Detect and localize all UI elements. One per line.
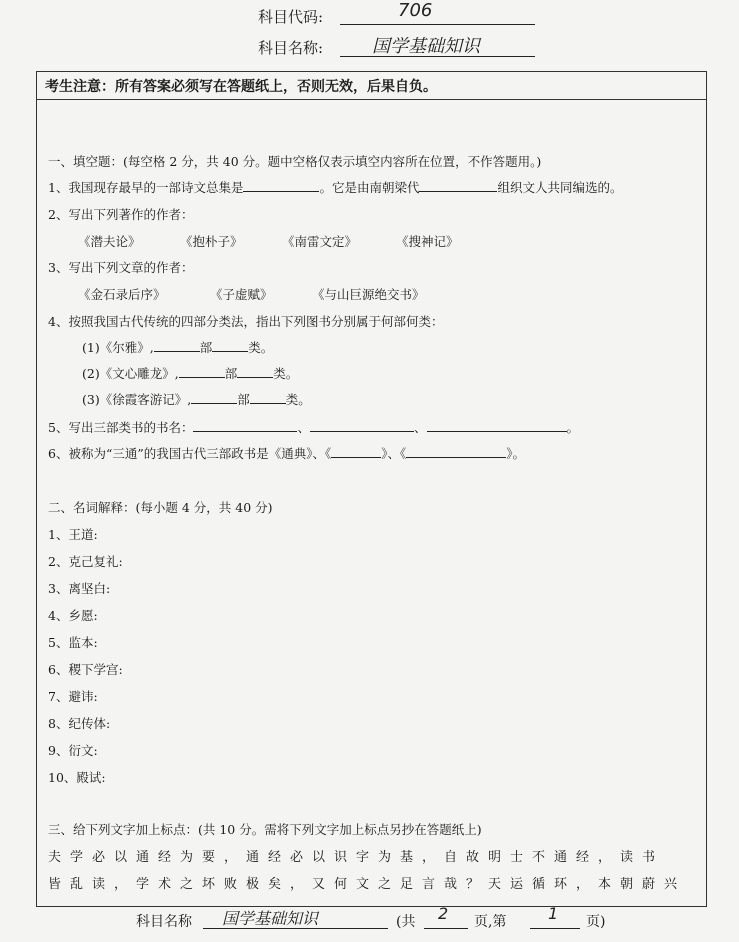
q4-blank: [237, 365, 273, 378]
footer-total-pages: 2: [438, 904, 449, 923]
q2-item: 《抱朴子》: [180, 234, 243, 249]
q4-item-3: (3)《徐霞客游记》, 部 类。: [82, 392, 311, 407]
question-2: 2、写出下列著作的作者：: [48, 207, 194, 222]
term-item: 3、离坚白:: [48, 581, 111, 596]
footer-page-number: 1: [548, 904, 559, 923]
punctuation-line-2: 皆乱读，学术之坏败极矣，又何文之足言哉？天运循环，本朝蔚兴: [48, 877, 687, 892]
section2-title: 二、名词解释：(每小题 4 分，共 40 分): [48, 500, 273, 515]
q5-blank: [193, 419, 297, 432]
q2-item: 《南雷文定》: [282, 234, 358, 249]
term-item: 1、王道:: [48, 527, 98, 542]
q5-blank: [310, 419, 414, 432]
question-6: 6、被称为“三通”的我国古代三部政书是《通典》、《 》、《 》。: [48, 446, 526, 461]
q4-blank: [191, 391, 237, 404]
footer-total-underline: [424, 928, 468, 929]
q4-blank: [250, 391, 286, 404]
question-1: 1、我国现存最早的一部诗文总集是 。它是由南朝梁代 组织文人共同编选的。: [48, 180, 623, 195]
term-item: 5、监本:: [48, 635, 98, 650]
subject-code-label: 科目代码:: [258, 8, 324, 26]
term-item: 4、乡愿:: [48, 608, 98, 623]
exam-frame: [36, 71, 707, 907]
footer-label: 科目名称: [136, 914, 192, 930]
term-item: 8、纪传体:: [48, 716, 111, 731]
subject-name-value: 国学基础知识: [372, 36, 480, 57]
notice-text: 考生注意：所有答案必须写在答题纸上，否则无效，后果自负。: [45, 79, 437, 95]
footer-total-prefix: (共: [396, 914, 416, 930]
question-4: 4、按照我国古代传统的四部分类法，指出下列图书分别属于何部何类：: [48, 314, 444, 329]
q4-item-1: (1)《尔雅》, 部 类。: [82, 340, 274, 355]
footer-page-underline: [530, 928, 580, 929]
subject-name-label: 科目名称:: [258, 39, 324, 57]
q3-item: 《子虚赋》: [210, 287, 273, 302]
q6-blank: [331, 445, 381, 458]
footer-name-value: 国学基础知识: [222, 909, 319, 928]
q3-item: 《金石录后序》: [78, 287, 166, 302]
q3-item: 《与山巨源绝交书》: [312, 287, 425, 302]
q4-blank: [179, 365, 225, 378]
section3-title: 三、给下列文字加上标点：(共 10 分。需将下列文字加上标点另抄在答题纸上): [48, 822, 482, 837]
footer-page-prefix: 页,第: [474, 914, 507, 930]
term-item: 9、衍文:: [48, 743, 98, 758]
q2-item: 《搜神记》: [396, 234, 459, 249]
q1-blank-2: [419, 179, 497, 192]
notice-bar: [37, 72, 706, 100]
punctuation-line-1: 夫学必以通经为要，通经必以识字为基，自故明士不通经，读书: [48, 850, 665, 865]
term-item: 6、稷下学宫:: [48, 662, 123, 677]
question-3: 3、写出下列文章的作者：: [48, 260, 194, 275]
q6-blank: [406, 445, 506, 458]
q1-blank-1: [243, 179, 319, 192]
q4-blank: [212, 339, 248, 352]
subject-code-underline: [340, 24, 535, 25]
term-item: 2、克己复礼:: [48, 554, 123, 569]
q4-item-2: (2)《文心雕龙》, 部 类。: [82, 366, 299, 381]
section1-title: 一、填空题：(每空格 2 分，共 40 分。题中空格仅表示填空内容所在位置，不作答题用。): [48, 154, 542, 169]
q4-blank: [154, 339, 200, 352]
q5-blank: [427, 419, 567, 432]
subject-code-value: 706: [398, 0, 433, 21]
q2-item: 《潜夫论》: [78, 234, 141, 249]
term-item: 10、殿试:: [48, 770, 106, 785]
footer-page-suffix: 页): [586, 914, 606, 930]
term-item: 7、避讳:: [48, 689, 98, 704]
question-5: 5、写出三部类书的书名： 、 、 。: [48, 420, 580, 435]
